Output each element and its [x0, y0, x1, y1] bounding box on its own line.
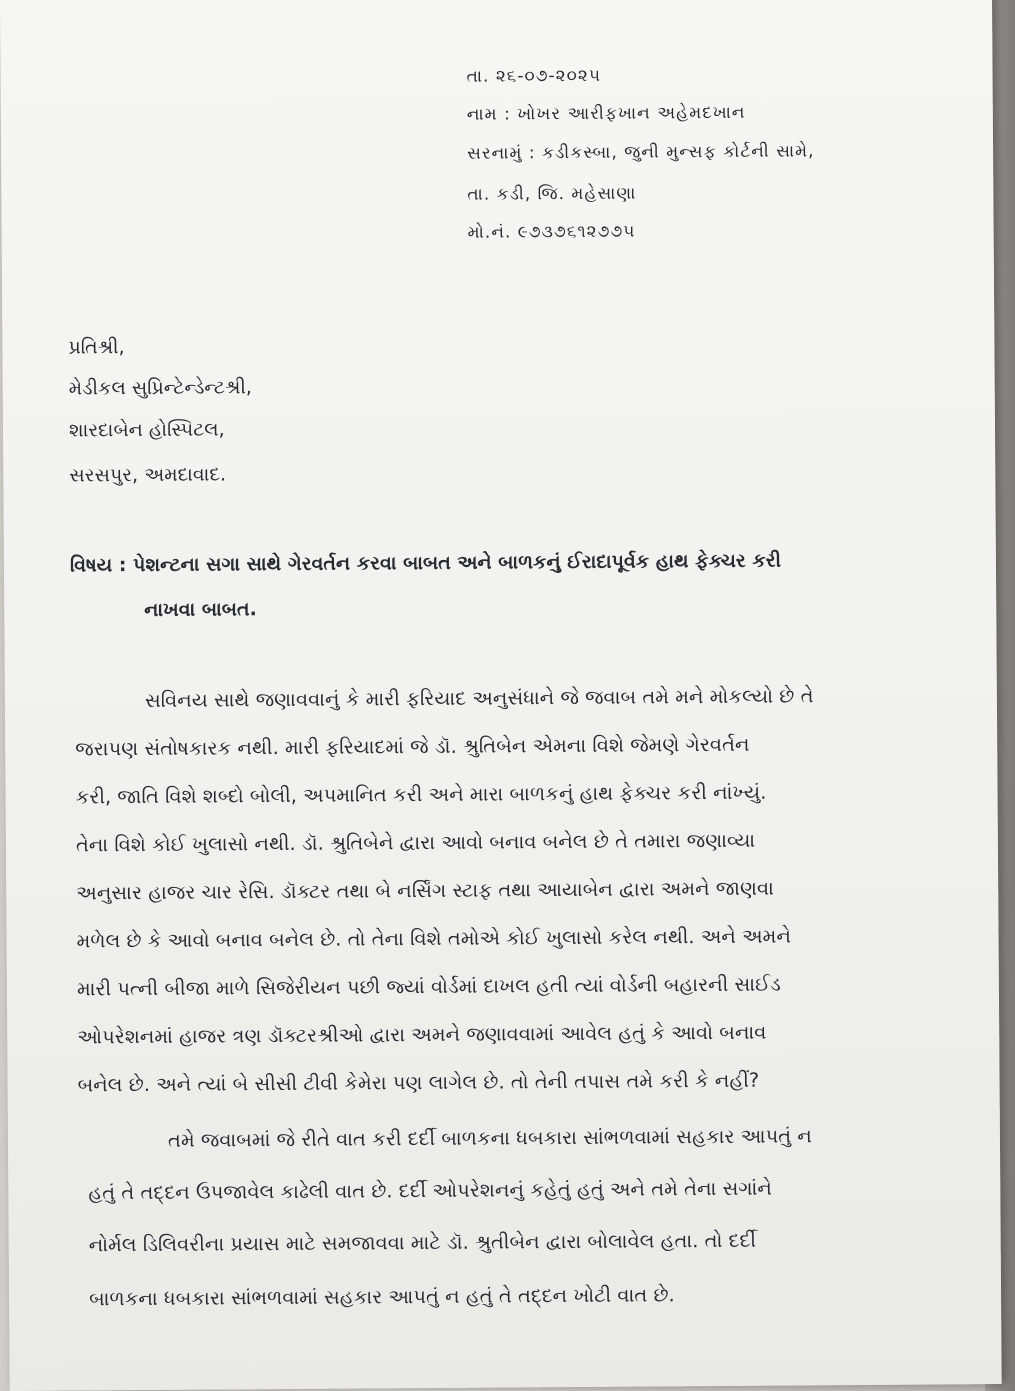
sender-mobile: મો.નં. ૯૭૩૭૬૧૨૭૭૫: [467, 221, 636, 243]
body-line: મારી પત્ની બીજા માળે સિજેરીયન પછી જ્યાં વોર્ડમાં દાખલ હતી ત્યાં વોર્ડની બહારની સાઈડ: [76, 972, 781, 1001]
body-line: બાળકના ધબકારા સાંભળવામાં સહકાર આપતું ન હતું તે તદ્દન ખોટી વાત છે.: [88, 1283, 675, 1311]
body-line: મળેલ છે કે આવો બનાવ બનેલ છે. તો તેના વિશે તમોએ કોઈ ખુલાસો કરેલ નથી. અને અમને: [76, 924, 792, 953]
body-line: તેના વિશે કોઈ ખુલાસો નથી. ડૉ. શ્રુતિબેને દ્વારા આવો બનાવ બનેલ છે તે તમારા જણાવ્યા: [75, 828, 756, 857]
recipient-city: સરસપુર, અમદાવાદ.: [69, 463, 227, 487]
body-line: બનેલ છે. અને ત્યાં બે સીસી ટીવી કેમેરા પણ લાગેલ છે. તો તેની તપાસ તમે કરી કે નહીં?: [77, 1068, 760, 1097]
body-line: જરાપણ સંતોષકારક નથી. મારી ફરિયાદમાં જે ડૉ. શ્રુતિબેન એમના વિશે જેમણે ગેરવર્તન: [75, 732, 750, 761]
recipient-title: મેડીકલ સુપ્રિન્ટેન્ડેન્ટશ્રી,: [68, 376, 252, 400]
body-line: કરી, જાતિ વિશે શબ્દો બોલી, અપમાનિત કરી અને મારા બાળકનું હાથ ફેક્ચર કરી નાંખ્યું.: [75, 780, 767, 809]
body-line: નોર્મલ ડિલિવરીના પ્રયાસ માટે સમજાવવા માટે ડૉ. શ્રુતીબેન દ્વારા બોલાવેલ હતા. તો દર્દી: [88, 1228, 757, 1257]
sender-address-line1: સરનામું : કડીકસ્બા, જુની મુન્સફ કોર્ટની સામે,: [467, 141, 815, 164]
letter-date: તા. ૨૬-૦૭-૨૦૨૫: [466, 65, 602, 87]
body-line: હતું તે તદ્દન ઉપજાવેલ કાઢેલી વાત છે. દર્દી ઓપરેશનનું કહેતું હતું અને તમે તેના સગાંને: [88, 1176, 772, 1205]
subject-line1: વિષય : પેશન્ટના સગા સાથે ગેરવર્તન કરવા બાબત અને બાળકનું ઈરાદાપૂર્વક હાથ ફેક્ચર કરી: [69, 549, 782, 577]
body-line: અનુસાર હાજર ચાર રેસિ. ડૉક્ટર તથા બે નર્સિંગ સ્ટાફ તથા આયાબેન દ્વારા અમને જાણવા: [76, 876, 774, 905]
body-line: ઓપરેશનમાં હાજર ત્રણ ડૉક્ટરશ્રીઓ દ્વારા અમને જણાવવામાં આવેલ હતું કે આવો બનાવ: [77, 1020, 767, 1049]
body-line: તમે જવાબમાં જે રીતે વાત કરી દર્દી બાળકના ધબકારા સાંભળવામાં સહકાર આપતું ન: [167, 1124, 812, 1152]
sender-name: નામ : ખોખર આરીફખાન અહેમદખાન: [466, 102, 746, 125]
subject-line2: નાખવા બાબત.: [144, 598, 257, 622]
body-line: સવિનય સાથે જણાવવાનું કે મારી ફરિયાદ અનુસંધાને જે જવાબ તમે મને મોકલ્યો છે તે: [144, 684, 814, 713]
sender-address-line2: તા. કડી, જિ. મહેસાણા: [467, 183, 637, 205]
recipient-line1: પ્રતિશ્રી,: [68, 336, 125, 359]
recipient-hospital: શારદાબેન હોસ્પિટલ,: [68, 418, 225, 442]
